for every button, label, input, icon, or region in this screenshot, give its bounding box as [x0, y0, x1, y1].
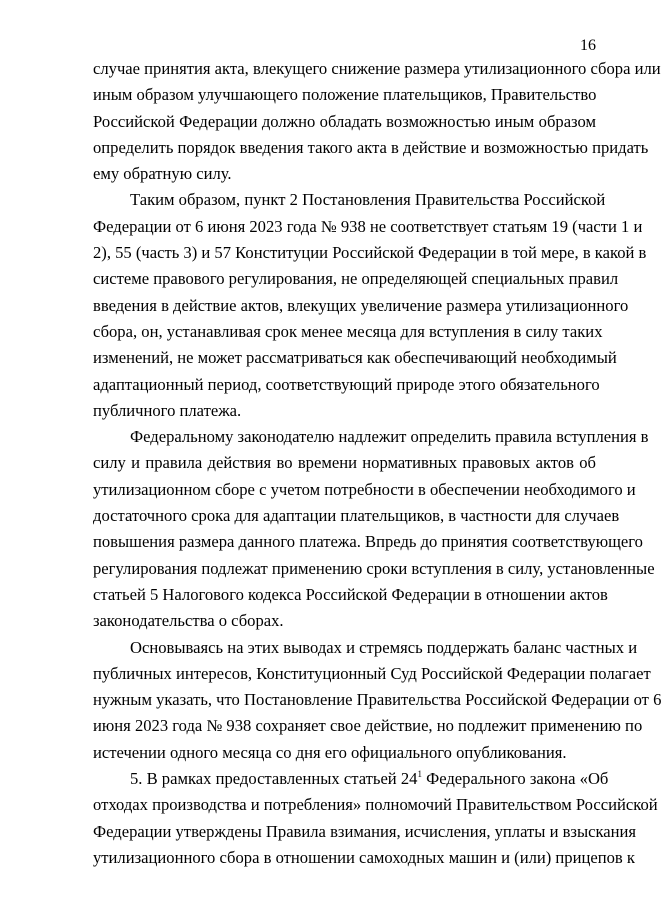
text-line: случае принятия акта, влекущего снижение размера утилизационного сбора или: [93, 59, 661, 78]
text-line: июня 2023 года № 938 сохраняет свое действие, но подлежит применению по: [93, 716, 643, 736]
text-line: достаточного срока для адаптации плательщиков, в частности для случаев: [93, 506, 620, 526]
text-line: отходах производства и потребления» полномочий Правительством Российской: [93, 795, 658, 815]
text-line: иным образом улучшающего положение плательщиков, Правительство: [93, 85, 597, 105]
page-number: 16: [580, 37, 596, 54]
text-line: введения в действие актов, влекущих увеличение размера утилизационного: [93, 295, 629, 315]
text-line: сбора, он, устанавливая срок менее месяца для вступления в силу таких: [93, 321, 603, 341]
text-line: нужным указать, что Постановление Правительства Российской Федерации от 6: [93, 690, 661, 710]
text-line: адаптационный период, соответствующий природе этого обязательного: [93, 374, 600, 394]
text-line: утилизационном сборе с учетом потребности в обеспечении необходимого и: [93, 479, 636, 499]
text-line: утилизационного сбора в отношении самоходных машин и (или) прицепов к: [93, 847, 635, 867]
text-line: статьей 5 Налогового кодекса Российской Федерации в отношении актов: [93, 584, 608, 604]
text-line: публичного платежа.: [93, 400, 242, 420]
text-line: Федеральному законодателю надлежит определить правила вступления в: [130, 427, 649, 447]
text-line: законодательства о сборах.: [93, 611, 284, 631]
text-line: Федерации от 6 июня 2023 года № 938 не соответствует статьям 19 (части 1 и: [93, 216, 643, 236]
text-line: Федерации утверждены Правила взимания, исчисления, уплаты и взыскания: [93, 821, 637, 841]
document-body: [93, 56, 661, 871]
text-line: истечении одного месяца со дня его официального опубликования.: [93, 742, 567, 762]
text-line: Основываясь на этих выводах и стремясь поддержать баланс частных и: [130, 637, 638, 657]
text-line: системе правового регулирования, не определяющей специальных правил: [93, 269, 619, 289]
superscript-mark: 1: [417, 769, 422, 780]
text-line: регулирования подлежат применению сроки вступления в силу, установленные: [93, 558, 655, 578]
text-line: повышения размера данного платежа. Впредь до принятия соответствующего: [93, 532, 643, 552]
text-line: 5. В рамках предоставленных статьей $24^1$ Федерального закона «Об: [130, 769, 609, 789]
text-line: 2), 55 (часть 3) и 57 Конституции Российской Федерации в той мере, в какой в: [93, 243, 647, 263]
text-line: ему обратную силу.: [93, 164, 232, 184]
text-line: определить порядок введения такого акта в действие и возможностью придать: [93, 137, 649, 157]
text-line: изменений, не может рассматриваться как обеспечивающий необходимый: [93, 348, 617, 368]
text-line: Таким образом, пункт 2 Постановления Правительства Российской: [130, 190, 606, 210]
text-line: силу и правила действия во времени нормативных правовых актов об: [93, 453, 596, 473]
text-line: публичных интересов, Конституционный Суд Российской Федерации полагает: [93, 663, 651, 683]
text-line: Российской Федерации должно обладать возможностью иным образом: [93, 111, 596, 131]
